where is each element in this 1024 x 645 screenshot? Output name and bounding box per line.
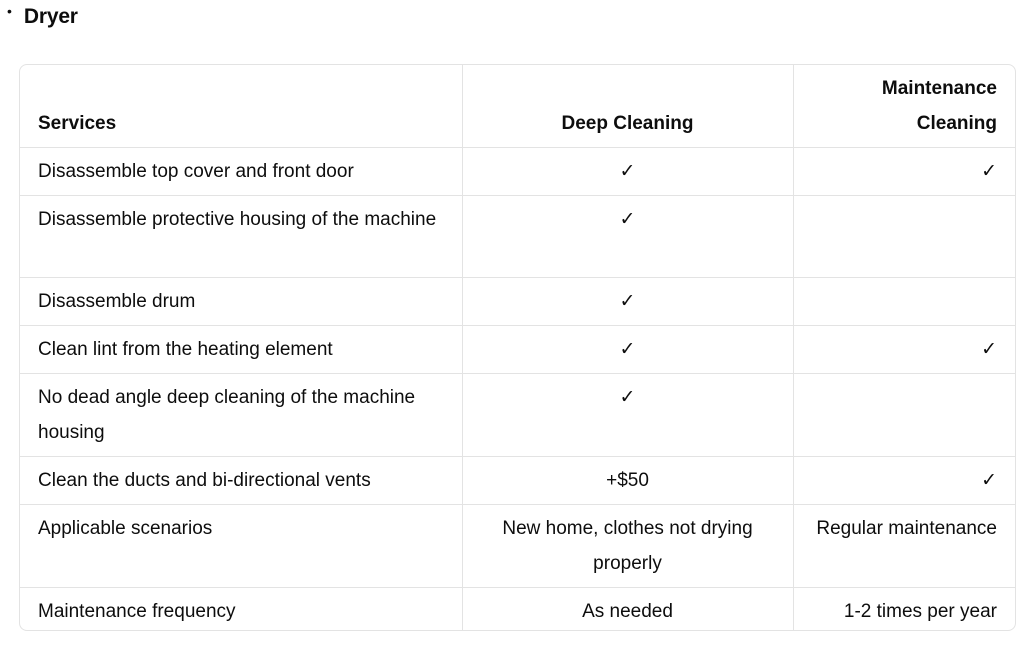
header-maintenance-cleaning: Maintenance Cleaning (793, 65, 1015, 148)
service-name-cell: Disassemble protective housing of the machine (20, 196, 462, 278)
maintenance-cleaning-cell: ✓ (793, 326, 1015, 374)
section-title: Dryer (23, 5, 78, 28)
table-row (20, 196, 1015, 278)
table-row (20, 457, 1015, 505)
table-row (20, 588, 1015, 632)
maintenance-cleaning-cell: ✓ (793, 148, 1015, 196)
deep-cleaning-cell: ✓ (462, 196, 793, 278)
deep-cleaning-cell: ✓ (462, 278, 793, 326)
header-deep-cleaning: Deep Cleaning (462, 65, 793, 148)
maintenance-cleaning-cell (793, 278, 1015, 326)
table-header-row (20, 65, 1015, 148)
maintenance-cleaning-cell: ✓ (793, 457, 1015, 505)
deep-cleaning-cell: As needed (462, 588, 793, 632)
services-comparison-table (20, 65, 1015, 631)
services-table-container (19, 64, 1016, 631)
maintenance-cleaning-cell (793, 374, 1015, 457)
table-row (20, 505, 1015, 588)
table-row (20, 148, 1015, 196)
maintenance-cleaning-cell: Regular maintenance (793, 505, 1015, 588)
header-services: Services (20, 65, 462, 148)
service-name-cell: Applicable scenarios (20, 505, 462, 588)
service-name-cell: Clean lint from the heating element (20, 326, 462, 374)
service-name-cell: Maintenance frequency (20, 588, 462, 632)
service-name-cell: Clean the ducts and bi-directional vents (20, 457, 462, 505)
deep-cleaning-cell: ✓ (462, 374, 793, 457)
service-name-cell: Disassemble drum (20, 278, 462, 326)
section-heading-row (7, 2, 78, 32)
service-name-cell: Disassemble top cover and front door (20, 148, 462, 196)
table-row (20, 326, 1015, 374)
maintenance-cleaning-cell: 1-2 times per year (843, 601, 997, 622)
table-row (20, 374, 1015, 457)
bullet-icon: • (7, 3, 12, 19)
service-name-cell: No dead angle deep cleaning of the machine housing (20, 374, 462, 457)
maintenance-cleaning-cell (793, 196, 1015, 278)
deep-cleaning-cell: ✓ (462, 148, 793, 196)
deep-cleaning-cell: New home, clothes not drying properly (462, 505, 793, 588)
deep-cleaning-cell: ✓ (462, 326, 793, 374)
table-row (20, 278, 1015, 326)
deep-cleaning-cell: +$50 (462, 457, 793, 505)
